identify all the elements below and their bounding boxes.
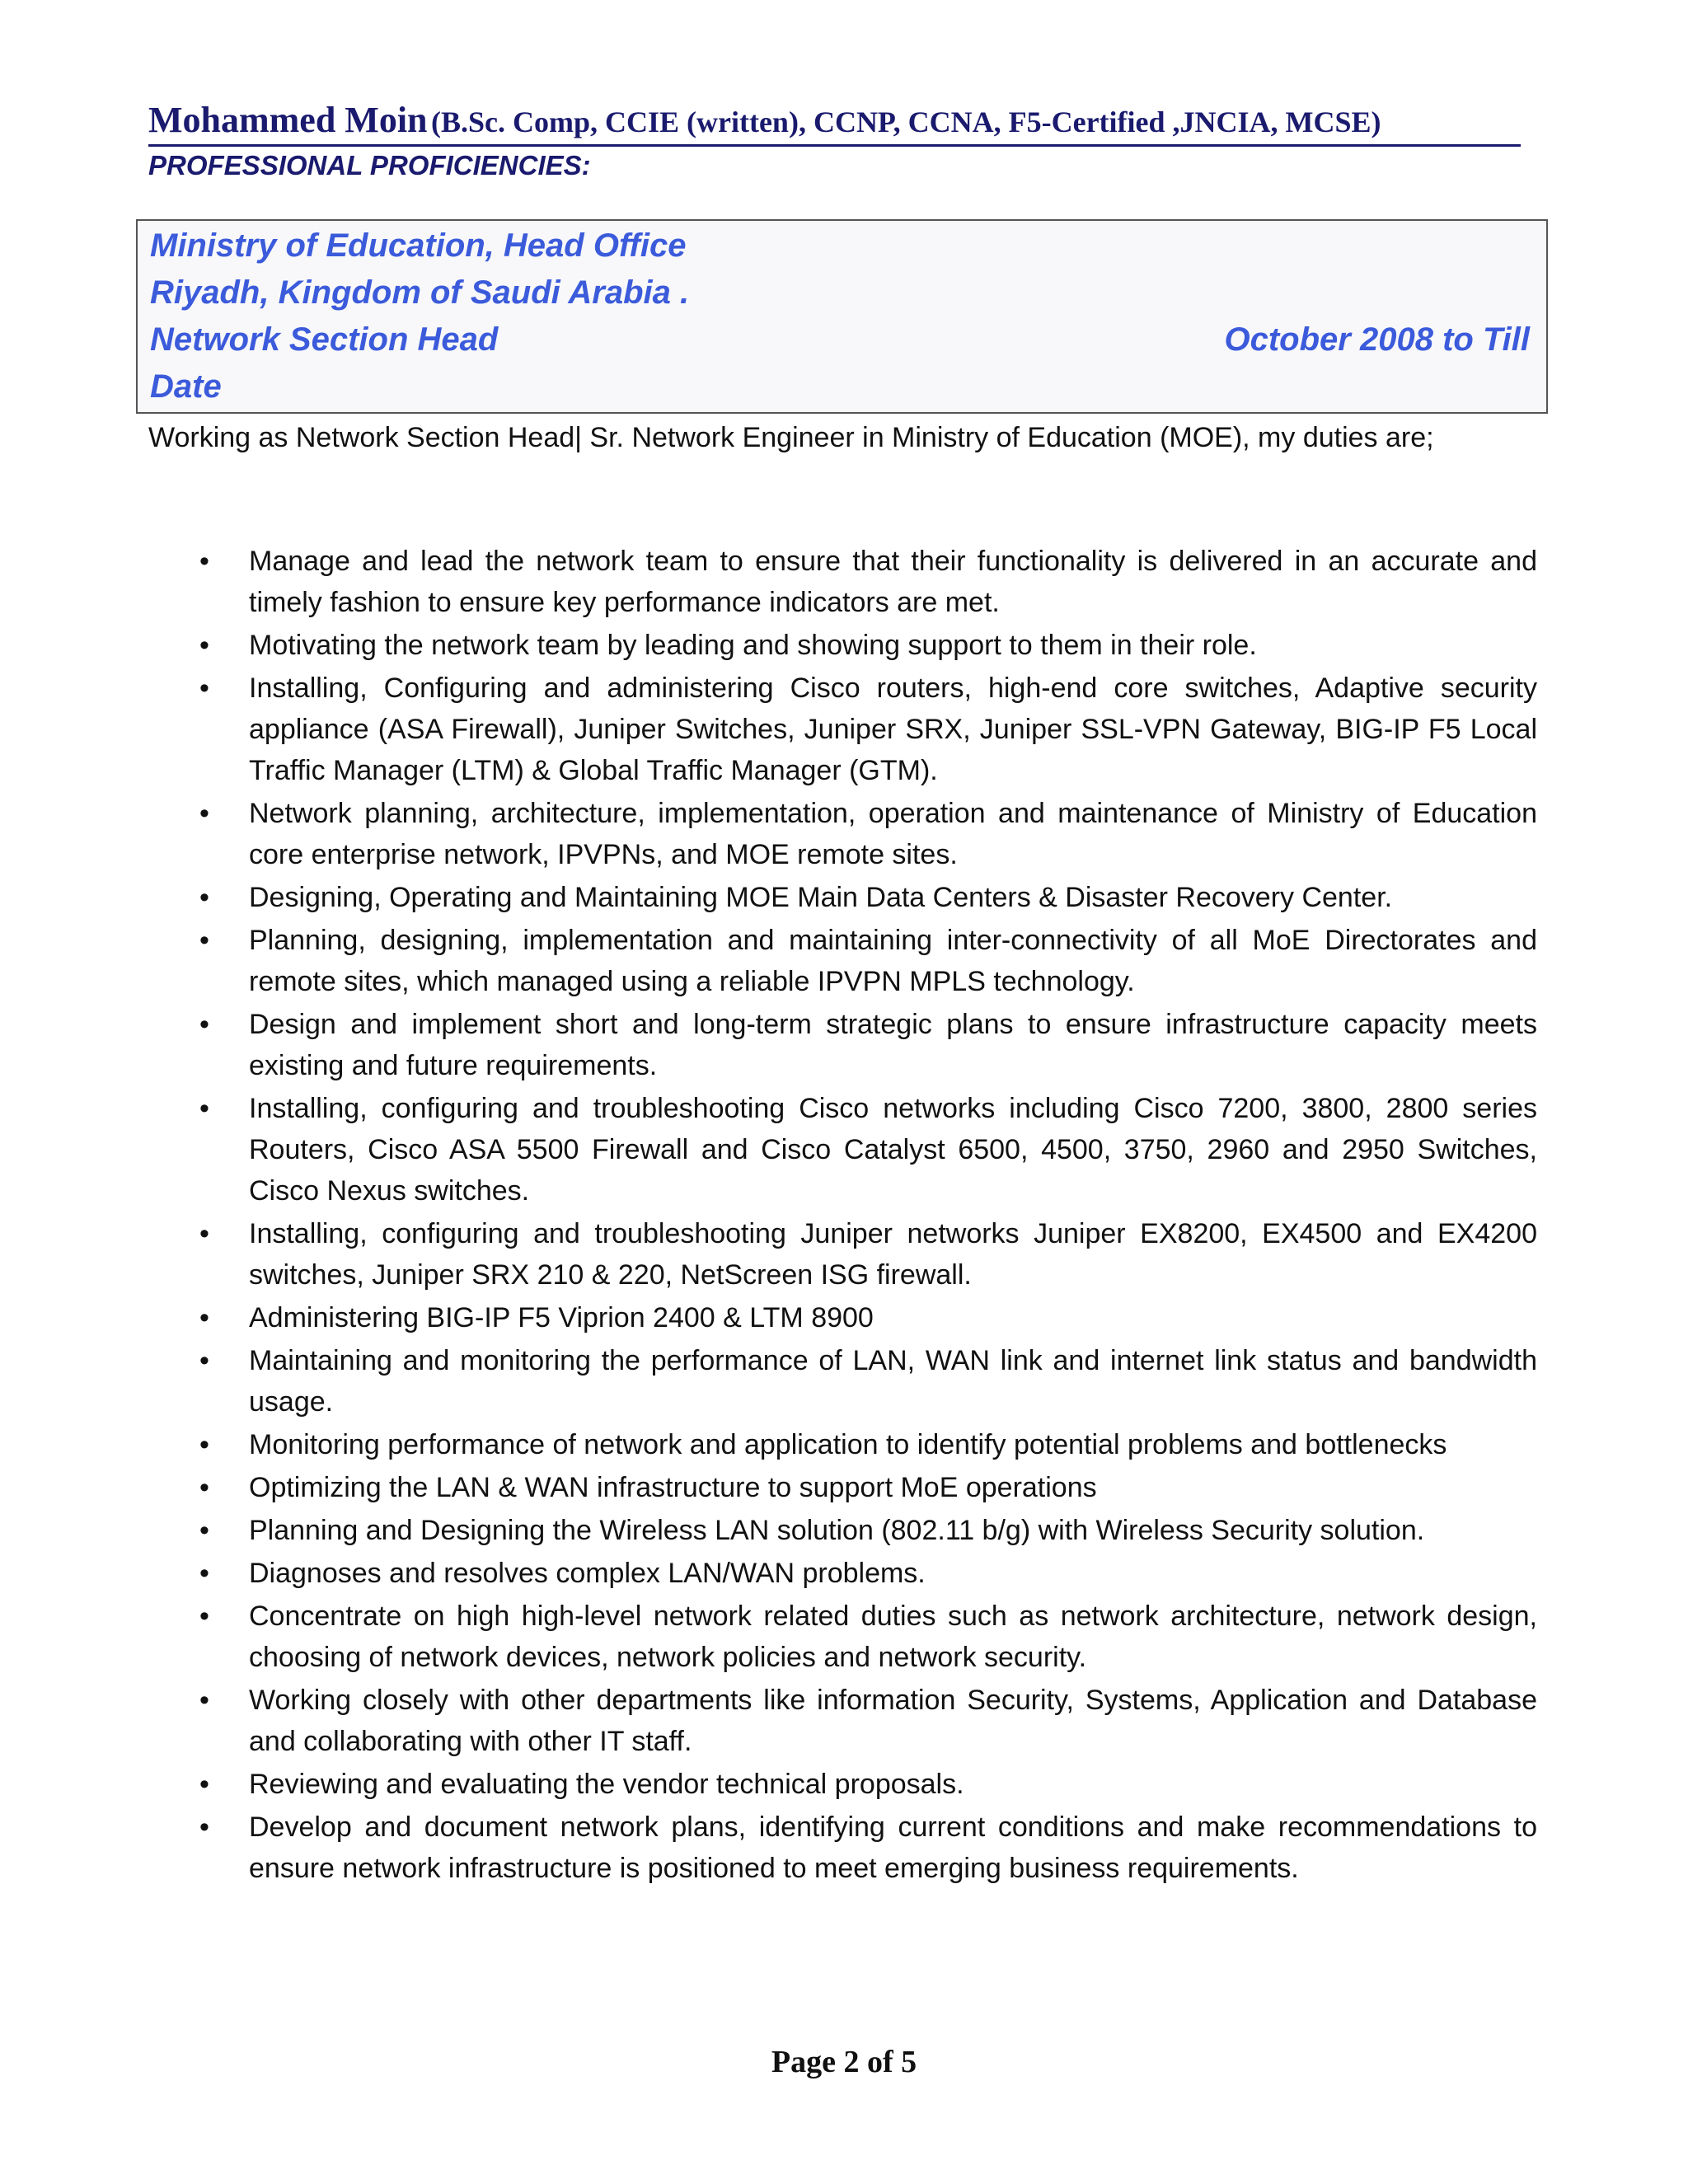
duty-item: [148, 1596, 1537, 1678]
duty-text: Diagnoses and resolves complex LAN/WAN problems.: [249, 1558, 926, 1589]
bullet-icon: •: [199, 1472, 209, 1503]
bullet-icon: •: [199, 1429, 209, 1460]
duty-text: Designing, Operating and Maintaining MOE Main Data Centers & Disaster Recovery Center.: [249, 882, 1393, 913]
job-intro: Working as Network Section Head| Sr. Network Engineer in Ministry of Education (MOE), my duties are;: [148, 422, 1434, 453]
duty-item: [148, 1340, 1537, 1422]
duty-item: [148, 1004, 1537, 1086]
duty-text: Design and implement short and long-term strategic plans to ensure infrastructure capacity meets existing and future requirements.: [249, 1009, 1537, 1081]
bullet-icon: •: [199, 882, 209, 913]
bullet-icon: •: [199, 1009, 209, 1040]
page-number: Page 2 of 5: [771, 2045, 917, 2079]
duty-text: Reviewing and evaluating the vendor technical proposals.: [249, 1769, 964, 1800]
duty-item: [148, 1680, 1537, 1762]
duty-text: Monitoring performance of network and application to identify potential problems and bottlenecks: [249, 1429, 1447, 1460]
duty-item: [148, 1297, 1537, 1338]
duty-item: [148, 541, 1537, 623]
duty-text: Planning and Designing the Wireless LAN solution (802.11 b/g) with Wireless Security solution.: [249, 1515, 1425, 1546]
bullet-icon: •: [199, 1601, 209, 1632]
duty-item: [148, 793, 1537, 875]
bullet-icon: •: [199, 1558, 209, 1589]
duty-item: [148, 920, 1537, 1002]
bullet-icon: •: [199, 925, 209, 956]
bullet-icon: •: [199, 1685, 209, 1716]
duty-text: Installing, configuring and troubleshooting Cisco networks including Cisco 7200, 3800, 2800 series Routers, Cisco ASA 5500 Firewall and Cisco Catalyst 6500, 4500, 3750, 2960 and 2950 Switches, Cisco Nexus switches.: [249, 1093, 1537, 1207]
duty-item: [148, 668, 1537, 791]
duty-item: [148, 877, 1537, 918]
duty-item: [148, 1088, 1537, 1212]
duty-text: Concentrate on high high-level network related duties such as network architecture, network design, choosing of network devices, network policies and network security.: [249, 1601, 1537, 1673]
job-organization: Ministry of Education, Head Office: [150, 227, 687, 264]
duty-item: [148, 1553, 1537, 1594]
section-heading: PROFESSIONAL PROFICIENCIES:: [148, 150, 591, 180]
resume-header: [148, 99, 1521, 147]
bullet-icon: •: [199, 798, 209, 829]
duty-text: Installing, configuring and troubleshooting Juniper networks Juniper EX8200, EX4500 and EX4200 switches, Juniper SRX 210 & 220, NetScreen ISG firewall.: [249, 1218, 1537, 1291]
bullet-icon: •: [199, 1302, 209, 1333]
duty-item: [148, 625, 1537, 666]
duty-item: [148, 1424, 1537, 1465]
bullet-icon: •: [199, 630, 209, 661]
candidate-credentials: (B.Sc. Comp, CCIE (written), CCNP, CCNA, F5-Certified ,JNCIA, MCSE): [430, 105, 1381, 138]
duty-text: Manage and lead the network team to ensure that their functionality is delivered in an accurate and timely fashion to ensure key performance indicators are met.: [249, 546, 1537, 618]
bullet-icon: •: [199, 1515, 209, 1546]
duty-text: Maintaining and monitoring the performance of LAN, WAN link and internet link status and bandwidth usage.: [249, 1345, 1537, 1418]
job-dates-continued: Date: [150, 368, 222, 405]
job-location: Riyadh, Kingdom of Saudi Arabia .: [150, 274, 690, 311]
duty-item: [148, 1510, 1537, 1551]
bullet-icon: •: [199, 1345, 209, 1376]
job-dates: October 2008 to Till: [1224, 321, 1530, 358]
duty-text: Develop and document network plans, identifying current conditions and make recommendations to ensure network infrastructure is positioned to meet emerging business requirements.: [249, 1811, 1537, 1884]
duty-text: Administering BIG-IP F5 Viprion 2400 & LTM 8900: [249, 1302, 874, 1333]
bullet-icon: •: [199, 1769, 209, 1800]
duty-text: Network planning, architecture, implementation, operation and maintenance of Ministry of Education core enterprise network, IPVPNs, and MOE remote sites.: [249, 798, 1537, 870]
job-header-box: [136, 219, 1548, 414]
duty-text: Motivating the network team by leading and showing support to them in their role.: [249, 630, 1257, 661]
duties-list: [148, 541, 1537, 1891]
duty-item: [148, 1213, 1537, 1296]
job-title: Network Section Head: [150, 321, 499, 358]
bullet-icon: •: [199, 546, 209, 577]
duty-item: [148, 1807, 1537, 1889]
bullet-icon: •: [199, 1093, 209, 1124]
duty-text: Installing, Configuring and administering Cisco routers, high-end core switches, Adaptive security appliance (ASA Firewall), Juniper Switches, Juniper SRX, Juniper SSL-VPN Gateway, BIG-IP F5 Local Traffic Manager (LTM) & Global Traffic Manager (GTM).: [249, 673, 1537, 786]
bullet-icon: •: [199, 673, 209, 704]
duty-item: [148, 1467, 1537, 1508]
bullet-icon: •: [199, 1811, 209, 1843]
duty-text: Optimizing the LAN & WAN infrastructure to support MoE operations: [249, 1472, 1097, 1503]
duty-text: Working closely with other departments like information Security, Systems, Application and Database and collaborating with other IT staff.: [249, 1685, 1537, 1757]
candidate-name: Mohammed Moin: [148, 100, 428, 140]
duty-text: Planning, designing, implementation and maintaining inter-connectivity of all MoE Directorates and remote sites, which managed using a reliable IPVPN MPLS technology.: [249, 925, 1537, 997]
bullet-icon: •: [199, 1218, 209, 1249]
duty-item: [148, 1764, 1537, 1805]
